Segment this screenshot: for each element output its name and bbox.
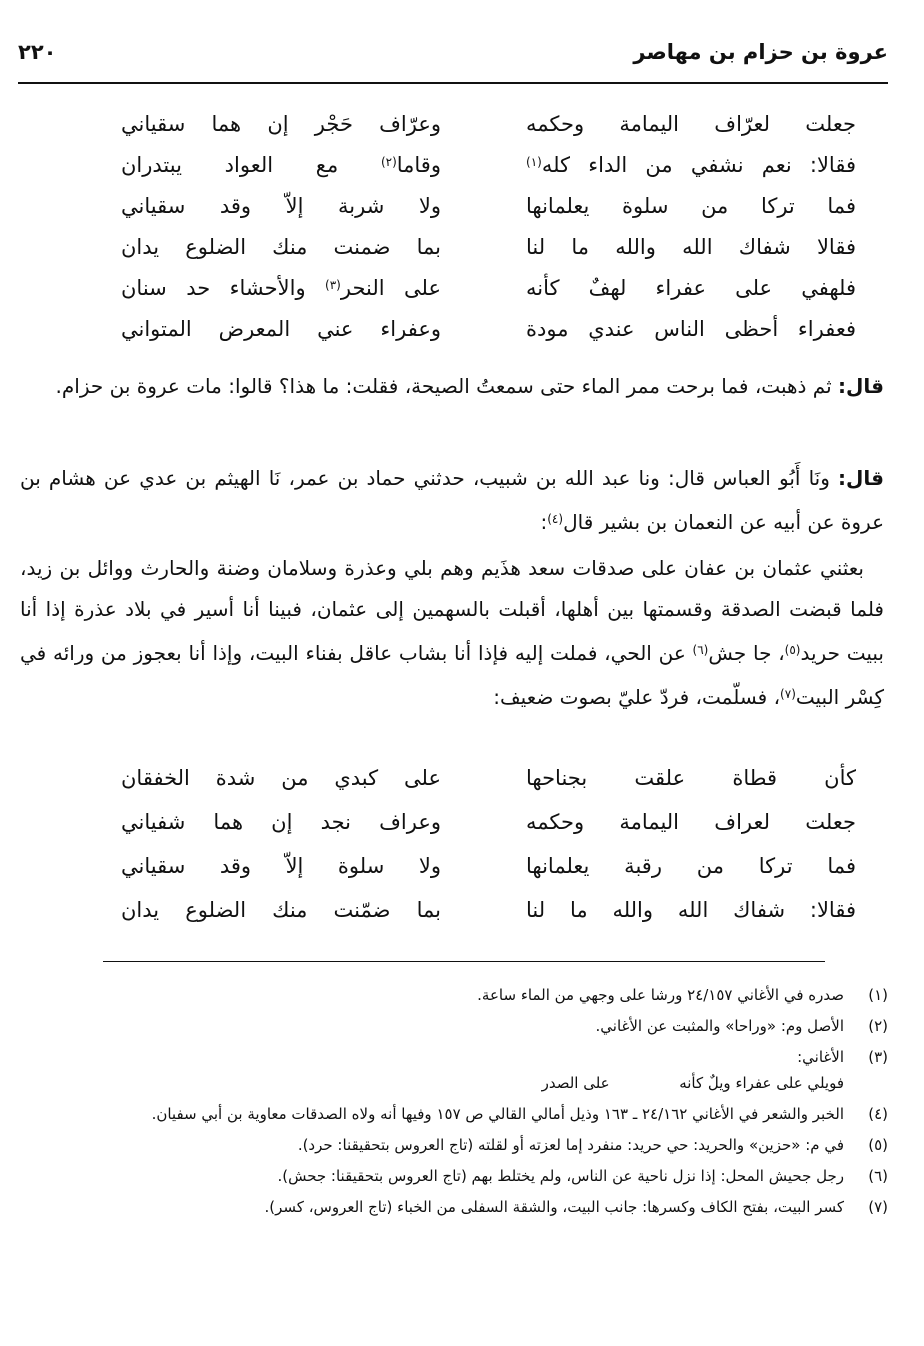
footnote-number: (٦): [868, 1167, 888, 1185]
paragraph-text: ، فسلّمت، فردّ عليّ بصوت ضعيف:: [493, 685, 781, 709]
footnote-number: (٧): [868, 1198, 888, 1216]
verse-first-hemistich: [526, 153, 856, 177]
footnote-number: (٤): [868, 1105, 888, 1123]
footnote-text: الخبر والشعر في الأغاني ٢٤/١٦٢ ـ ١٦٣ وذيل أمالي القالي ص ١٥٧ وفيها أنه ولاه الصدقات معاوية بن أبي سفيان.: [151, 1105, 844, 1123]
footnote-number: (٣): [868, 1048, 888, 1066]
footnote-ref[interactable]: (١): [526, 155, 542, 169]
verse-first-hemistich: فما تركا من سلوة يعلمانها: [526, 194, 856, 218]
paragraph-text: عن الحي، فملت إليه فإذا أنا بشاب عاقل بفناء البيت، وإذا أنا بعجوز من ورائه في كِسْر البيت: [20, 641, 884, 709]
verse-second-hemistich: على كبدي من شدة الخفقان: [121, 766, 441, 790]
verse-second-hemistich: بما ضمنت منك الضلوع يدان: [121, 235, 441, 259]
verse-first-hemistich: فما تركا من رقبة يعلمانها: [526, 854, 856, 878]
footnote-verse: [20, 1070, 844, 1096]
page-number: ٢٢٠: [18, 40, 57, 64]
footnote-text: في م: «حزين» والحريد: حي حريد: منفرد إما لعزته أو لقلته (تاج العروس بتحقيقنا: حرد).: [297, 1136, 844, 1154]
verse-second-hemistich: بما ضمّنت منك الضلوع يدان: [121, 898, 441, 922]
verse-second-hemistich: [121, 276, 441, 300]
verse-second-hemistich: وعراف نجد إن هما شفياني: [121, 810, 441, 834]
paragraph: [20, 548, 884, 718]
footnote-item: [20, 982, 888, 1008]
verse-second-hemistich: وعرّاف حَجْر إن هما سقياني: [121, 112, 441, 136]
verse-line: [40, 112, 856, 152]
footnote-text: الأصل وم: «وراحا» والمثبت عن الأغاني.: [595, 1017, 844, 1035]
verse-line: [40, 276, 856, 316]
footnote-ref[interactable]: (٣): [325, 278, 341, 292]
footnote-verse-first: فويلي على عفراء ويلٌ كأنه: [679, 1074, 844, 1092]
footnote-number: (٥): [868, 1136, 888, 1154]
verse-first-hemistich: جعلت لعراف اليمامة وحكمه: [526, 810, 856, 834]
footnote-item: [20, 1101, 888, 1127]
footnote-text: الأغاني:: [797, 1048, 844, 1066]
paragraph-text: ، جا جش: [708, 641, 785, 665]
verse-text: مع العواد يبتدران: [121, 153, 381, 177]
footnote-ref[interactable]: (٤): [547, 512, 564, 526]
footnote-item: [20, 1163, 888, 1189]
footnote-verse-second: على الصدر: [541, 1074, 610, 1092]
footnote-ref[interactable]: (٦): [692, 643, 709, 657]
footnote-text: رجل جحيش المحل: إذا نزل ناحية عن الناس، ولم يختلط بهم (تاج العروس بتحقيقنا: جحش).: [277, 1167, 844, 1185]
paragraph-text: ثم ذهبت، فما برحت ممر الماء حتى سمعتُ الصيحة، فقلت: ما هذا؟ قالوا: مات عروة بن حزام.: [55, 374, 839, 398]
footnote-number: (٢): [868, 1017, 888, 1035]
verse-line: [40, 153, 856, 193]
footnote-text: صدره في الأغاني ٢٤/١٥٧ ورشا على وجهي من الماء ساعة.: [477, 986, 844, 1004]
verse-line: [40, 317, 856, 357]
page-header: [18, 40, 888, 84]
paragraph-label: قال:: [838, 374, 884, 398]
footnote-item: [20, 1013, 888, 1039]
verse-second-hemistich: ولا شربة إلاّ وقد سقياني: [121, 194, 441, 218]
verse-line: [40, 810, 856, 850]
verse-text: والأحشاء حد سنان: [121, 276, 326, 300]
footnote-ref[interactable]: (٧): [780, 687, 796, 701]
verse-line: [40, 898, 856, 938]
paragraph-text: :: [540, 510, 548, 534]
running-title: عروة بن حزام بن مهاصر: [633, 40, 888, 64]
verse-first-hemistich: فقالا: شفاك الله والله ما لنا: [526, 898, 856, 922]
verse-second-hemistich: وعفراء عني المعرض المتواني: [121, 317, 441, 341]
footnote-ref[interactable]: (٥): [784, 643, 801, 657]
footnote-item: [20, 1132, 888, 1158]
footnote-divider: [103, 961, 825, 962]
paragraph: [20, 458, 884, 543]
verse-second-hemistich: [121, 153, 441, 177]
verse-first-hemistich: جعلت لعرّاف اليمامة وحكمه: [526, 112, 856, 136]
paragraph-label: قال:: [838, 466, 884, 490]
footnote-item: [20, 1194, 888, 1220]
verse-first-hemistich: فقالا شفاك الله والله ما لنا: [526, 235, 856, 259]
verse-first-hemistich: كأن قطاة علقت بجناحها: [526, 766, 856, 790]
verse-text: على النحر: [340, 276, 441, 300]
paragraph: [20, 366, 884, 407]
verse-line: [40, 766, 856, 806]
footnote-item: [20, 1044, 888, 1096]
paragraph-text: ونَا أَبُو العباس قال: ونا عبد الله بن شبيب، حدثني حماد بن عمر، نَا الهيثم بن عدي عن هشام بن عروة عن أبيه عن النعمان بن بشير قال: [20, 466, 884, 534]
footnote-number: (١): [868, 986, 888, 1004]
verse-first-hemistich: فلهفي على عفراء لهفٌ كأنه: [526, 276, 856, 300]
verse-line: [40, 235, 856, 275]
verse-second-hemistich: ولا سلوة إلاّ وقد سقياني: [121, 854, 441, 878]
verse-text: فقالا: نعم نشفي من الداء كله: [541, 153, 856, 177]
footnote-ref[interactable]: (٢): [380, 155, 397, 169]
paragraph-text: بعثني عثمان بن عفان على صدقات سعد هذَيم وهم بلي وعذرة وسلامان وضنة والحارث ووائل بن زيد، فلما قبضت الصدقة وقسمتها بين أهلها، أقبلت بالسهمين إلى عثمان، فبينا أنا أسير في بلاد عذرة إذا أنا ببيت حريد: [20, 556, 884, 665]
verse-line: [40, 194, 856, 234]
verse-line: [40, 854, 856, 894]
footnotes: [20, 982, 888, 1225]
verse-text: وقاما: [396, 153, 441, 177]
footnote-text: كسر البيت، بفتح الكاف وكسرها: جانب البيت، والشقة السفلى من الخباء (تاج العروس، كسر).: [264, 1198, 844, 1216]
verse-first-hemistich: فعفراء أحظى الناس عندي مودة: [526, 317, 856, 341]
